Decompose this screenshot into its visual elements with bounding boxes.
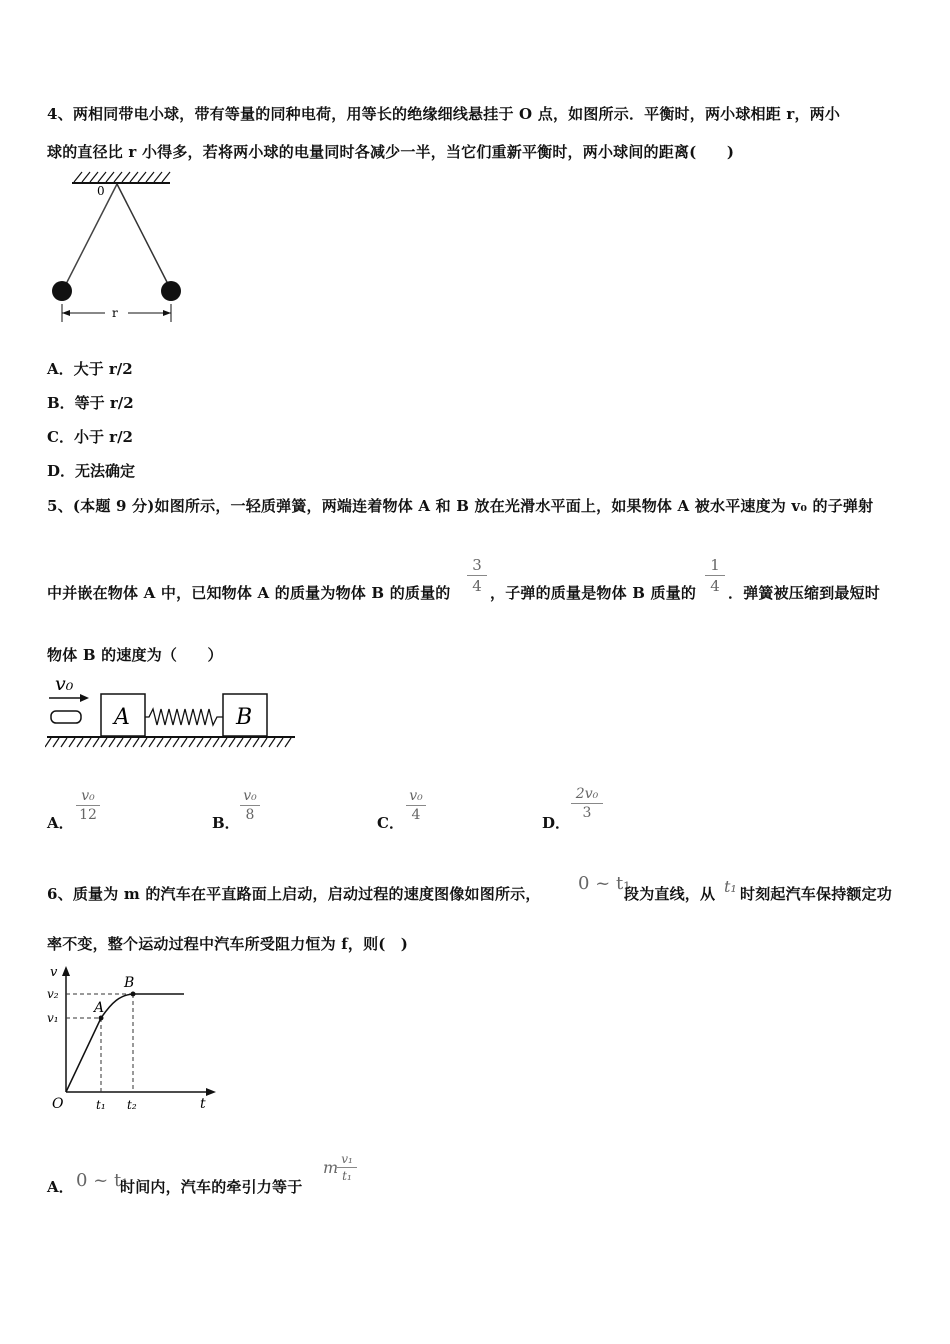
q5-option-c-fraction [406,788,426,823]
q4-option-c: C．小于 r/2 [47,428,133,446]
q4-ball-left [52,281,72,301]
q5-frac1-num: 3 [467,556,487,576]
q4-text-line1: 4、两相同带电小球，带有等量的同种电荷，用等长的绝缘细线悬挂于 O 点，如图所示．平衡时，两小球相距 r，两小 [47,105,841,123]
q6-option-a-m: m [323,1158,339,1177]
q6-line-segment [66,1018,101,1092]
q5-text-line2a: 中并嵌在物体 A 中，已知物体 A 的质量为物体 B 的质量的 [47,584,451,602]
q5-label-a: A [114,705,130,730]
q5-option-c-den: 4 [411,807,421,823]
q5-text-line1: 5、(本题 9 分)如图所示，一轻质弹簧，两端连着物体 A 和 B 放在光滑水平面上，如果物体 A 被水平速度为 v₀ 的子弹射 [47,497,874,515]
q6-t1: t₁ [724,877,737,896]
q6-label-a: A [94,1000,105,1016]
q5-text-line2b: ，子弹的质量是物体 B 质量的 [490,584,697,602]
q6-velocity-graph [42,962,222,1114]
q5-label-v0: v₀ [55,673,74,695]
q5-text-line3: 物体 B 的速度为（ ） [47,646,223,664]
q6-label-o: O [52,1096,64,1112]
q6-label-v: v [50,965,58,980]
q5-option-b-fraction [240,788,260,823]
q6-curve-segment [101,994,184,1018]
q6-label-v1: v₁ [47,1011,59,1025]
q5-option-a-den: 12 [79,807,97,823]
q6-text-line2: 率不变，整个运动过程中汽车所受阻力恒为 f，则( ) [47,935,409,953]
q6-label-t1: t₁ [96,1098,106,1112]
q4-label-o: 0 [97,184,105,198]
q5-option-c-num: v₀ [406,788,426,806]
q6-label-t2: t₂ [127,1098,137,1112]
q5-option-d-num: 2v₀ [571,786,603,804]
q6-option-a-den: t₁ [342,1169,352,1183]
q4-option-a: A．大于 r/2 [47,360,133,378]
q5-fraction-3-4 [467,556,487,595]
q5-option-a-letter: A． [47,814,74,832]
q5-option-b-letter: B． [212,814,240,832]
q6-label-v2: v₂ [47,987,59,1001]
q5-frac1-den: 4 [472,577,482,595]
q4-pendulum-figure [50,168,190,328]
q5-fraction-1-4 [705,556,725,595]
q5-frac2-num: 1 [705,556,725,576]
q4-label-r: r [112,306,118,320]
q5-option-d-fraction [571,786,603,821]
q6-option-a-letter: A． [47,1178,74,1196]
q6-label-t: t [200,1096,206,1112]
q5-text-line2c: ．弹簧被压缩到最短时 [728,584,881,602]
q5-option-c-letter: C． [377,814,404,832]
q6-option-a-interval: 0 ~ t₁ [76,1170,129,1191]
q5-option-d-den: 3 [582,805,592,821]
q6-label-b: B [124,975,135,991]
q4-option-d: D．无法确定 [47,462,136,480]
q6-text-line1a: 6、质量为 m 的汽车在平直路面上启动，启动过程的速度图像如图所示， [47,885,541,903]
q6-interval: 0 ~ t₁ [578,873,631,894]
q4-ball-right [161,281,181,301]
q5-bullet [51,711,81,723]
q5-spring [145,709,223,725]
q5-option-b-den: 8 [245,807,255,823]
q6-text-line1b: 段为直线，从 [624,885,716,903]
q5-label-b: B [236,705,253,730]
q6-text-line1c: 时刻起汽车保持额定功 [740,885,893,903]
q5-option-d-letter: D． [542,814,571,832]
q6-option-a-fraction [337,1152,357,1183]
q5-option-a-fraction [76,788,100,823]
q5-option-a-num: v₀ [76,788,100,806]
q4-text-line2: 球的直径比 r 小得多，若将两小球的电量同时各减少一半，当它们重新平衡时，两小球间的距离( ) [47,143,735,161]
q5-frac2-den: 4 [710,577,720,595]
q4-option-b: B．等于 r/2 [47,394,134,412]
q5-option-b-num: v₀ [240,788,260,806]
q6-option-a-num: v₁ [337,1152,357,1168]
q6-option-a-text: 时间内，汽车的牵引力等于 [120,1178,303,1196]
q5-spring-figure [45,670,300,752]
